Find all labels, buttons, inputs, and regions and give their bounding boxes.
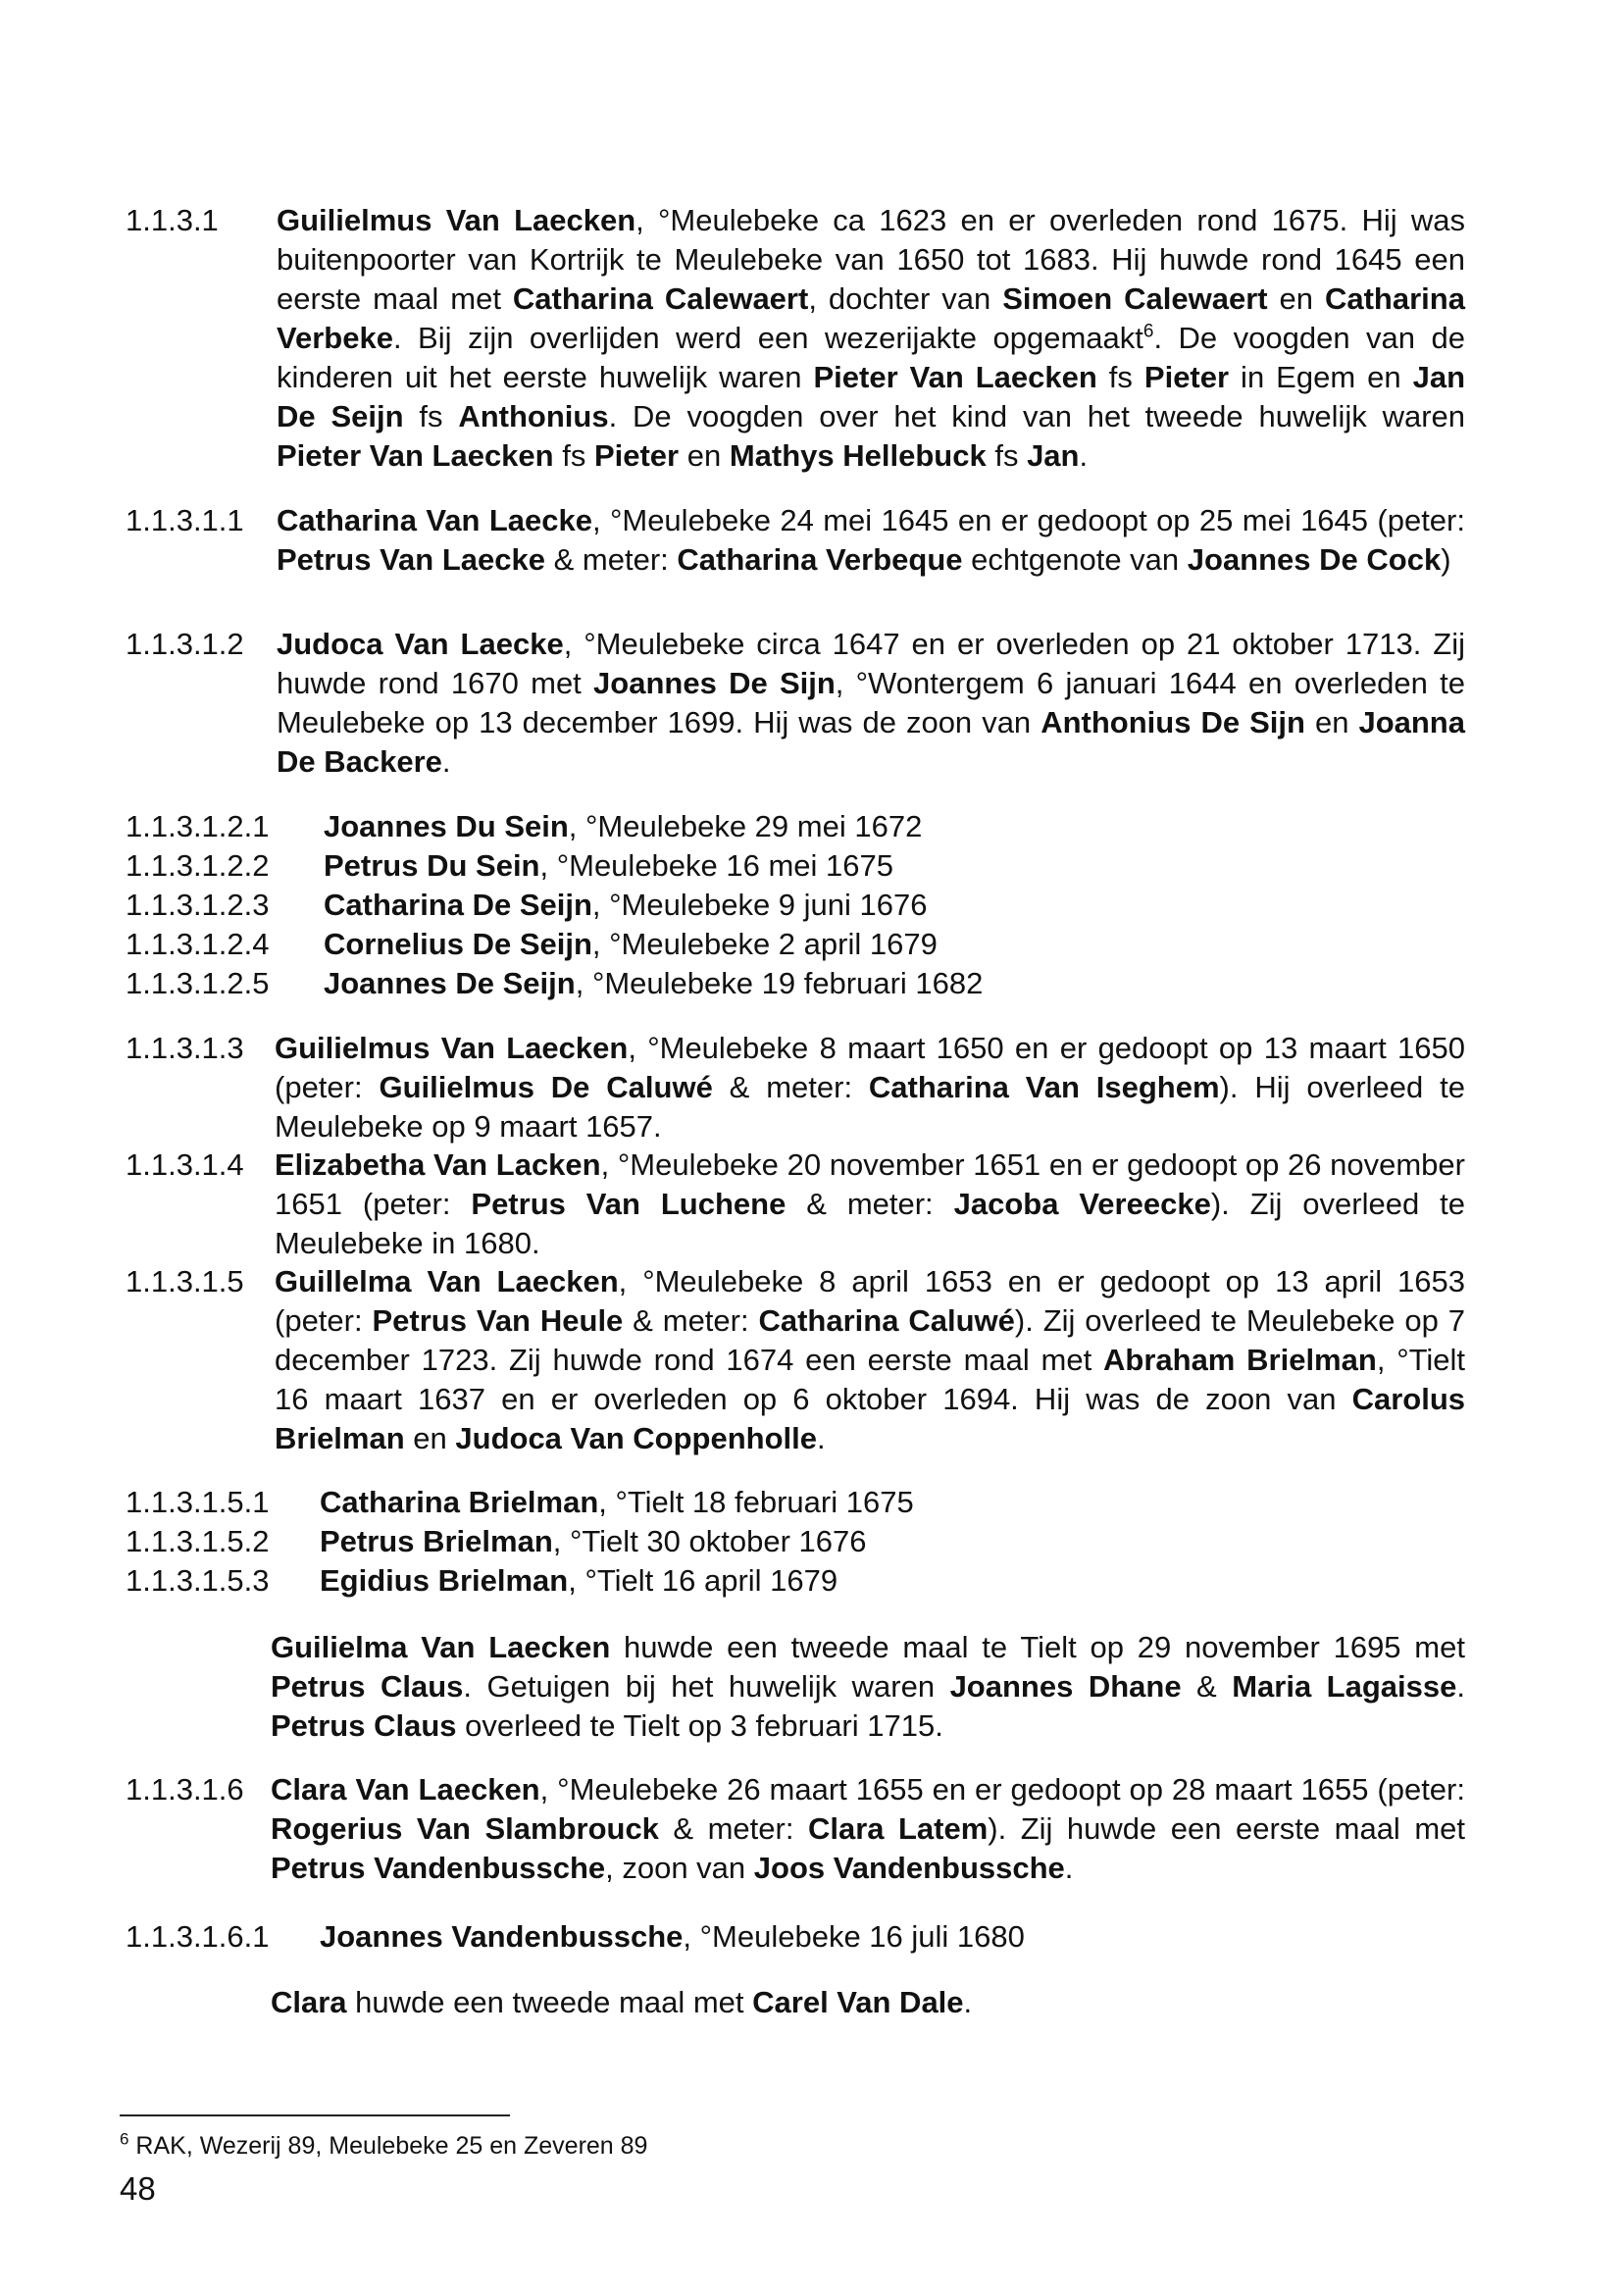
genealogy-entry [126,201,1474,476]
entry-text-segment: in Egem en [1229,360,1413,394]
person-name: Petrus Vandenbussche [271,1851,606,1885]
entry-text-segment: , °Tielt 30 oktober 1676 [552,1524,867,1558]
person-name: Carel Van Dale [752,1985,964,2019]
person-name: Joannes Du Sein [324,809,569,843]
person-name: Catharina Verbeke [277,281,1474,355]
person-name: Jan [1027,438,1080,473]
person-name: Guilielmus De Caluwé [379,1070,713,1104]
entry-number: 1.1.3.1.6.1 [126,1919,270,1954]
entry-text-segment: fs [986,438,1028,473]
entry-number: 1.1.3.1.2.1 [126,809,270,843]
entry-text-segment: , °Meulebeke circa 1647 en er overleden op 21 oktober 1713. Zij huwde rond 1670 met [277,627,1474,700]
person-name: Catharina Calewaert [512,281,809,316]
person-name: Pieter [1143,360,1230,394]
entry-number: 1.1.3.1.2.3 [126,888,270,922]
person-name: Guilielma Van Laecken [271,1630,611,1664]
person-name: Catharina De Seijn [324,888,592,922]
person-name: Clara [271,1985,347,2019]
entry-text [275,1146,1474,1263]
entry-text-segment: , °Wontergem 6 januari 1644 en overleden te Meulebeke op 13 december 1699. Hij was de zoon van [277,666,1474,739]
genealogy-entry [126,1522,1465,1561]
entry-text-segment: en [1304,705,1359,739]
genealogy-entry [126,925,1465,964]
entry-text-segment: huwde een tweede maal met [346,1985,753,2019]
entry-text-segment: ). Hij overleed te Meulebeke op 9 maart 1657. [275,1070,1474,1144]
person-name: Catharina Brielman [320,1485,599,1519]
footnote-reference: 6 [1142,321,1154,342]
person-name: Jan De Seijn [277,360,1474,433]
footnote-separator [120,2114,510,2116]
entry-text [324,964,1465,1003]
genealogy-entry [126,1917,1465,1957]
person-name: Joannes Dhane [949,1669,1182,1704]
entry-text-segment: . De voogden van de kinderen uit het eerste huwelijk waren [277,321,1474,394]
person-name: Guilielmus Van Laecken [277,203,636,237]
person-name: Petrus Claus [271,1708,457,1743]
entry-text-segment: , °Meulebeke 16 mei 1675 [539,848,894,883]
genealogy-entry [126,886,1465,925]
entry-text-segment: , dochter van [808,281,1003,316]
person-name: Catharina Caluwé [758,1303,1015,1338]
entry-number: 1.1.3.1.6 [126,1772,244,1807]
entry-text-segment: en [1267,281,1325,316]
entry-text-segment: , °Tielt 18 februari 1675 [598,1485,914,1519]
person-name: Maria Lagaisse [1232,1669,1457,1704]
entry-number: 1.1.3.1.2.2 [126,848,270,883]
entry-text-segment: . [441,744,451,779]
person-name: Abraham Brielman [1103,1343,1377,1377]
entry-number: 1.1.3.1.1 [126,503,244,537]
entry-text-segment: ). Zij huwde een eerste maal met [988,1811,1474,1846]
entry-text [324,886,1465,925]
footnote-marker: 6 [120,2129,129,2149]
entry-text-segment: , zoon van [605,1851,754,1885]
person-name: Catharina Verbeque [677,542,963,577]
entry-text-segment: , °Tielt 16 april 1679 [568,1563,838,1598]
person-name: Catharina Van Laecke [277,503,592,537]
person-name: Clara Latem [807,1811,989,1846]
entry-text-segment: & meter: [712,1070,869,1104]
genealogy-entry [126,1146,1474,1263]
entry-text-segment: en [679,438,730,473]
person-name: Elizabetha Van Lacken [275,1147,601,1182]
entry-number: 1.1.3.1.3 [126,1031,244,1065]
entry-text [320,1917,1465,1957]
entry-text [324,846,1465,886]
entry-text-segment: & meter: [786,1187,954,1221]
footnote-text: RAK, Wezerij 89, Meulebeke 25 en Zeveren 89 [128,2132,648,2160]
entry-text-segment: . [963,1985,973,2019]
entry-number: 1.1.3.1 [126,203,219,237]
person-name: Petrus Brielman [320,1524,553,1558]
person-name: Rogerius Van Slambrouck [271,1811,659,1846]
entry-number: 1.1.3.1.5.3 [126,1563,270,1598]
person-name: Petrus Du Sein [324,848,540,883]
person-name: Joannes De Sijn [593,666,836,700]
entry-text [271,1628,1474,1746]
person-name: Anthonius [458,399,609,433]
entry-number: 1.1.3.1.4 [126,1147,244,1182]
entry-text-segment: ) [1441,542,1451,577]
person-name: Joannes Vandenbussche [320,1919,684,1954]
entry-text-segment: huwde een tweede maal te Tielt op 29 november 1695 met [610,1630,1474,1664]
entry-text [277,201,1474,476]
entry-text-segment: & meter: [545,542,678,577]
person-name: Anthonius De Sijn [1040,705,1305,739]
person-name: Joos Vandenbussche [753,1851,1065,1885]
entry-text-segment: , °Meulebeke 8 maart 1650 en er gedoopt op 13 maart 1650 (peter: [275,1031,1474,1104]
entry-text-segment: echtgenote van [962,542,1188,577]
entry-text [275,1262,1474,1458]
entry-text-segment: , °Meulebeke 29 mei 1672 [568,809,923,843]
genealogy-entry [126,625,1474,782]
entry-text-segment: , °Meulebeke 20 november 1651 en er gedoopt op 26 november 1651 (peter: [275,1147,1474,1221]
entry-text-segment: . De voogden over het kind van het tweede huwelijk waren [608,399,1474,433]
entry-text-segment: , °Meulebeke 19 februari 1682 [575,966,984,1000]
person-name: Petrus Van Luchene [471,1187,787,1221]
entry-number: 1.1.3.1.2.4 [126,927,270,961]
entry-text-segment: , °Meulebeke 8 april 1653 en er gedoopt op 13 april 1653 (peter: [275,1264,1474,1338]
entry-text [320,1483,1465,1522]
entry-text-segment: fs [553,438,594,473]
person-name: Catharina Van Iseghem [868,1070,1220,1104]
entry-text [320,1522,1465,1561]
entry-text-segment: . [817,1421,826,1455]
continuation-paragraph [126,1628,1474,1746]
person-name: Judoca Van Laecke [277,627,564,661]
entry-text-segment: . [1079,438,1089,473]
entry-text [277,625,1474,782]
entry-text-segment: & [1181,1669,1233,1704]
person-name: Petrus Van Laecke [277,542,545,577]
entry-text-segment: , °Tielt 16 maart 1637 en er overleden op 6 oktober 1694. Hij was de zoon van [275,1343,1474,1416]
genealogy-entry [126,1029,1474,1146]
genealogy-entry [126,964,1465,1003]
person-name: Petrus Van Heule [372,1303,624,1338]
entry-text-segment: en [404,1421,456,1455]
entry-text [275,1029,1474,1146]
entry-number: 1.1.3.1.5.1 [126,1485,270,1519]
genealogy-entry [126,846,1465,886]
entry-text-segment: . [1456,1669,1474,1704]
entry-text-segment: fs [1096,360,1144,394]
person-name: Simoen Calewaert [1002,281,1268,316]
entry-text [324,925,1465,964]
continuation-paragraph [126,1983,1465,2022]
person-name: Joannes De Seijn [324,966,576,1000]
entry-text-segment: ). Zij overleed te Meulebeke in 1680. [275,1187,1474,1260]
page-number: 48 [120,2170,156,2207]
entry-text-segment: , °Meulebeke 9 juni 1676 [591,888,928,922]
entry-text-segment: , °Meulebeke 16 juli 1680 [683,1919,1025,1954]
entry-text-segment: , °Meulebeke 2 april 1679 [591,927,938,961]
entry-text-segment: , °Meulebeke ca 1623 en er overleden rond 1675. Hij was buitenpoorter van Kortrijk te Meulebeke van 1650 tot 1683. Hij huwde rond 1645 een eerste maal met [277,203,1474,316]
entry-number: 1.1.3.1.5.2 [126,1524,270,1558]
person-name: Clara Van Laecken [271,1772,540,1807]
person-name: Petrus Claus [271,1669,464,1704]
entry-text-segment: & meter: [623,1303,759,1338]
person-name: Guillelma Van Laecken [275,1264,619,1298]
entry-number: 1.1.3.1.2.5 [126,966,270,1000]
genealogy-entry [126,807,1465,846]
genealogy-entry [126,1262,1474,1458]
entry-text-segment: , °Meulebeke 26 maart 1655 en er gedoopt op 28 maart 1655 (peter: [539,1772,1474,1807]
genealogy-entry [126,1483,1465,1522]
person-name: Pieter Van Laecken [277,438,554,473]
entry-text [271,1983,1465,2022]
person-name: Carolus Brielman [275,1382,1474,1455]
person-name: Egidius Brielman [320,1563,569,1598]
person-name: Cornelius De Seijn [324,927,592,961]
entry-text-segment: , °Meulebeke 24 mei 1645 en er gedoopt op 25 mei 1645 (peter: [592,503,1474,537]
footnote [120,2131,647,2161]
person-name: Pieter Van Laecken [813,360,1097,394]
entry-text [324,807,1465,846]
entry-text-segment: overleed te Tielt op 3 februari 1715. [456,1708,943,1743]
person-name: Pieter [593,438,680,473]
genealogy-entry [126,1770,1474,1888]
entry-text-segment: & meter: [658,1811,808,1846]
entry-text-segment: . Bij zijn overlijden werd een wezerijakte opgemaakt [392,321,1143,355]
entry-text-segment: . Getuigen bij het huwelijk waren [463,1669,950,1704]
entry-number: 1.1.3.1.5 [126,1264,244,1298]
genealogy-entry [126,501,1474,580]
entry-number: 1.1.3.1.2 [126,627,244,661]
entry-text-segment: ). Zij overleed te Meulebeke op 7 december 1723. Zij huwde rond 1674 een eerste maal met [275,1303,1474,1377]
person-name: Joannes De Cock [1187,542,1442,577]
entry-text [271,1770,1474,1888]
person-name: Jacoba Vereecke [953,1187,1211,1221]
entry-text [320,1561,1465,1601]
person-name: Judoca Van Coppenholle [455,1421,817,1455]
person-name: Joanna De Backere [277,705,1474,779]
genealogy-entry [126,1561,1465,1601]
entry-text-segment: fs [403,399,459,433]
person-name: Guilielmus Van Laecken [275,1031,629,1065]
entry-text [277,501,1474,580]
entry-text-segment: . [1064,1851,1074,1885]
person-name: Mathys Hellebuck [729,438,987,473]
